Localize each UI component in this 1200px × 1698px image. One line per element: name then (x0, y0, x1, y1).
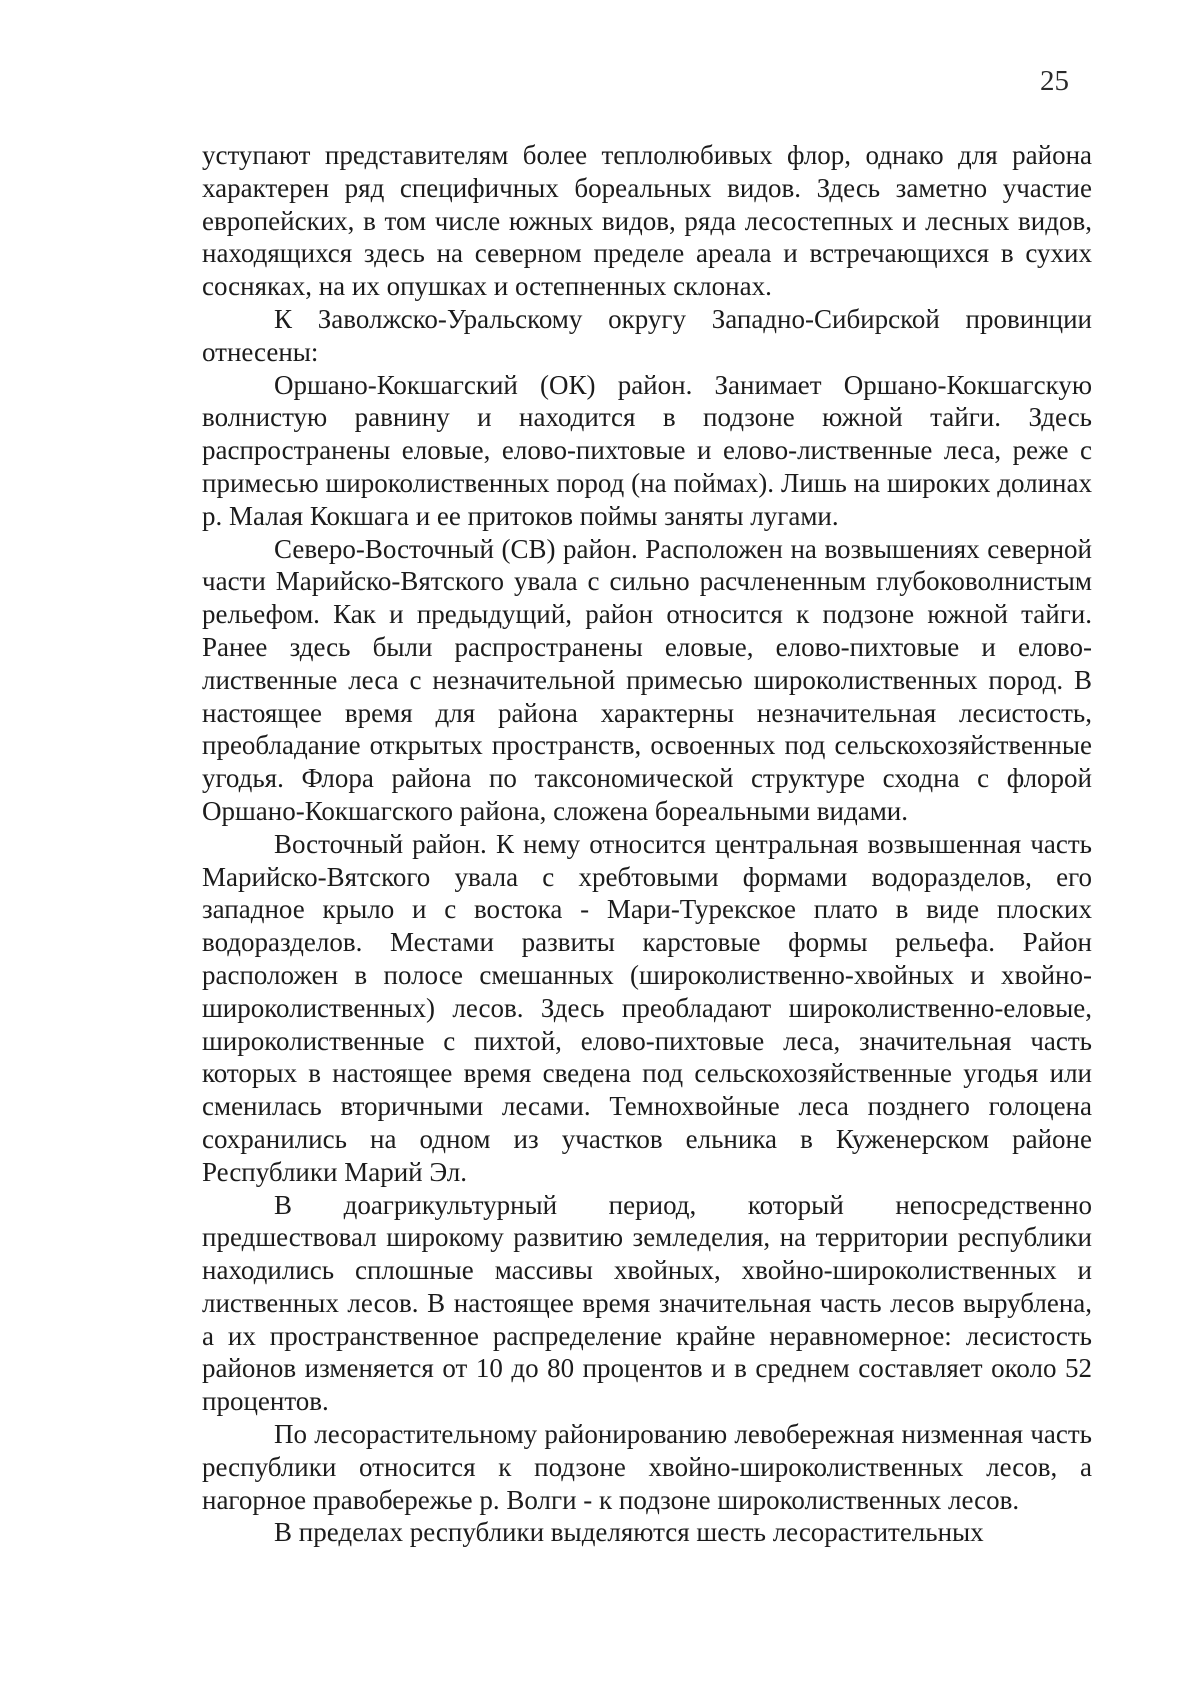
body-text (202, 139, 1092, 1549)
paragraph-severo-vostochny: Северо-Восточный (СВ) район. Расположен на возвышениях северной части Марийско-Вятского увала с сильно расчлененным глубоковолнистым рельефом. Как и предыдущий, район относится к подзоне южной тайги. Ранее здесь были распространены еловые, елово-пихтовые и елово-лиственные леса с незначительной примесью широколиственных пород. В настоящее время для района характерны незначительная лесистость, преобладание открытых пространств, освоенных под сельскохозяйственные угодья. Флора района по таксономической структуре сходна с флорой Оршано-Кокшагского района, сложена бореальными видами. (202, 533, 1092, 826)
paragraph-orshano-kokshagsky: Оршано-Кокшагский (ОК) район. Занимает Оршано-Кокшагскую волнистую равнину и находится в подзоне южной тайги. Здесь распространены еловые, елово-пихтовые и елово-лиственные леса, реже с примесью широколиственных пород (на поймах). Лишь на широких долинах р. Малая Кокшага и ее притоков поймы заняты лугами. (202, 369, 1092, 531)
page-number: 25 (1040, 65, 1069, 97)
paragraph-forest-zoning: По лесорастительному районированию левобережная низменная часть республики относится к подзоне хвойно-широколиственных лесов, а нагорное правобережье р. Волги - к подзоне широколиственных лесов. (202, 1419, 1092, 1515)
paragraph-doagricultural: В доагрикультурный период, который непосредственно предшествовал широкому развитию земледелия, на территории республики находились сплошные массивы хвойных, хвойно-широколиственных и лиственных лесов. В настоящее время значительная часть лесов вырублена, а их пространственное распределение крайне неравномерное: лесистость районов изменяется от 10 до 80 процентов и в среднем составляет около 52 процентов. (202, 1189, 1092, 1417)
paragraph-vostochny: Восточный район. К нему относится центральная возвышенная часть Марийско-Вятского увала с хребтовыми формами водоразделов, его западное крыло и с востока - Мари-Турекское плато в виде плоских водоразделов. Местами развиты карстовые формы рельефа. Район расположен в полосе смешанных (широколиственно-хвойных и хвойно-широколиственных) лесов. Здесь преобладают широколиственно-еловые, широколиственные с пихтой, елово-пихтовые леса, значительная часть которых в настоящее время сведена под сельскохозяйственные угодья или сменилась вторичными лесами. Темнохвойные леса позднего голоцена сохранились на одном из участков ельника в Куженерском районе Республики Марий Эл. (202, 828, 1092, 1187)
paragraph-okrug-intro: К Заволжско-Уральскому округу Западно-Сибирской провинции отнесены: (202, 303, 1092, 367)
paragraph-six-regions: В пределах республики выделяются шесть лесорастительных (274, 1517, 984, 1548)
paragraph-continuation: уступают представителям более теплолюбивых флор, однако для района характерен ряд специфичных бореальных видов. Здесь заметно участие европейских, в том числе южных видов, ряда лесостепных и лесных видов, находящихся здесь на северном пределе ареала и встречающихся в сухих сосняках, на их опушках и остепненных склонах. (202, 140, 1092, 302)
